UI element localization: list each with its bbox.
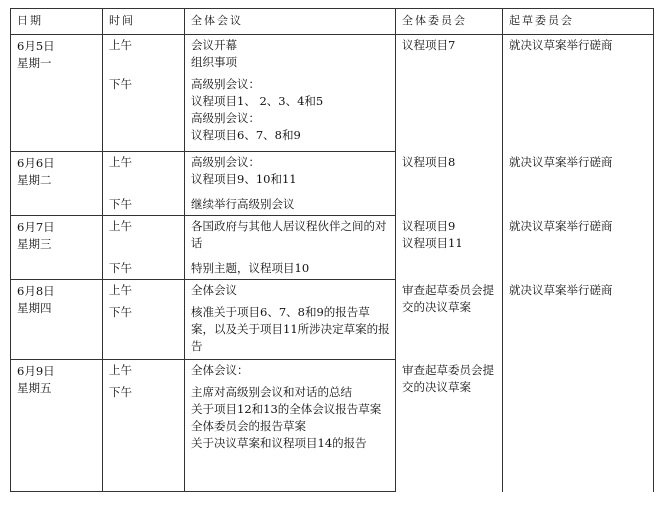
committee-item: 议程项目8 — [402, 155, 456, 169]
header-time: 时间 — [103, 9, 185, 35]
drafting-item: 就决议草案举行磋商 — [509, 38, 613, 52]
plenary-cell — [185, 302, 396, 360]
schedule-table — [10, 8, 654, 492]
time-cell-pm: 下午 — [103, 74, 185, 152]
date-label: 6月8日 — [17, 284, 55, 298]
committee-cell — [396, 280, 503, 360]
plenary-cell — [185, 74, 396, 152]
committee-item: 议程项目9 — [402, 219, 456, 233]
plenary-item: 全体会议： — [191, 363, 249, 377]
header-committee-of-whole: 全体委员会 — [396, 9, 503, 35]
plenary-item: 组织事项 — [191, 55, 237, 69]
date-label: 6月5日 — [17, 39, 55, 53]
drafting-cell — [503, 216, 654, 280]
time-cell-pm: 下午 — [103, 302, 185, 360]
table-row — [11, 280, 654, 302]
drafting-item: 就决议草案举行磋商 — [509, 219, 613, 233]
drafting-cell — [503, 35, 654, 152]
plenary-item: 全体会议 — [191, 283, 237, 297]
plenary-item: 关于项目12和13的全体会议报告草案 — [191, 402, 382, 416]
plenary-cell — [185, 360, 396, 382]
committee-item: 议程项目7 — [402, 38, 456, 52]
header-drafting-committee: 起草委员会 — [503, 9, 654, 35]
date-cell — [11, 280, 103, 360]
plenary-item: 关于决议草案和议程项目14的报告 — [191, 436, 367, 450]
header-date: 日期 — [11, 9, 103, 35]
drafting-item: 就决议草案举行磋商 — [509, 283, 613, 297]
plenary-item: 继续举行高级别会议 — [191, 197, 295, 211]
time-cell-am: 上午 — [103, 35, 185, 74]
plenary-item: 高级别会议： — [191, 111, 260, 125]
committee-cell — [396, 35, 503, 152]
time-cell-pm: 下午 — [103, 258, 185, 280]
plenary-item: 主席对高级别会议和对话的总结 — [191, 385, 352, 399]
plenary-item: 高级别会议： — [191, 155, 260, 169]
time-cell-am: 上午 — [103, 216, 185, 258]
table-row — [11, 360, 654, 382]
time-cell-pm: 下午 — [103, 382, 185, 492]
table-row — [11, 216, 654, 258]
drafting-cell — [503, 152, 654, 216]
committee-item: 议程项目11 — [402, 236, 463, 250]
date-cell — [11, 216, 103, 280]
plenary-item: 核准关于项目6、7、8和9的报告草案，以及关于项目11所涉决定草案的报告 — [191, 305, 390, 353]
plenary-item: 全体委员会的报告草案 — [191, 419, 306, 433]
committee-cell — [396, 152, 503, 216]
date-label: 6月9日 — [17, 364, 55, 378]
weekday-label: 星期二 — [17, 173, 52, 187]
plenary-cell — [185, 280, 396, 302]
committee-cell — [396, 360, 503, 492]
time-cell-pm: 下午 — [103, 194, 185, 216]
committee-item: 审查起草委员会提交的决议草案 — [402, 283, 494, 314]
weekday-label: 星期四 — [17, 301, 52, 315]
table-row — [11, 152, 654, 194]
header-plenary: 全体会议 — [185, 9, 396, 35]
time-cell-am: 上午 — [103, 152, 185, 194]
drafting-cell — [503, 360, 654, 492]
date-cell — [11, 360, 103, 492]
plenary-cell — [185, 35, 396, 74]
plenary-cell — [185, 382, 396, 492]
date-label: 6月7日 — [17, 220, 55, 234]
committee-cell — [396, 216, 503, 280]
time-cell-am: 上午 — [103, 360, 185, 382]
plenary-item: 各国政府与其他人居议程伙伴之间的对话 — [191, 219, 387, 250]
plenary-cell — [185, 152, 396, 194]
plenary-cell — [185, 216, 396, 258]
plenary-item: 高级别会议： — [191, 77, 260, 91]
plenary-item: 议程项目6、7、8和9 — [191, 128, 301, 142]
weekday-label: 星期五 — [17, 381, 52, 395]
drafting-item: 就决议草案举行磋商 — [509, 155, 613, 169]
weekday-label: 星期三 — [17, 237, 52, 251]
date-cell — [11, 35, 103, 152]
plenary-item: 特别主题，议程项目10 — [191, 261, 310, 275]
plenary-item: 会议开幕 — [191, 38, 237, 52]
drafting-cell — [503, 280, 654, 360]
weekday-label: 星期一 — [17, 56, 52, 70]
time-cell-am: 上午 — [103, 280, 185, 302]
date-cell — [11, 152, 103, 216]
date-label: 6月6日 — [17, 156, 55, 170]
plenary-cell — [185, 194, 396, 216]
plenary-item: 议程项目9、10和11 — [191, 172, 297, 186]
plenary-cell — [185, 258, 396, 280]
table-row — [11, 35, 654, 74]
header-row — [11, 9, 654, 35]
committee-item: 审查起草委员会提交的决议草案 — [402, 363, 494, 394]
plenary-item: 议程项目1、 2、3、4和5 — [191, 94, 324, 108]
